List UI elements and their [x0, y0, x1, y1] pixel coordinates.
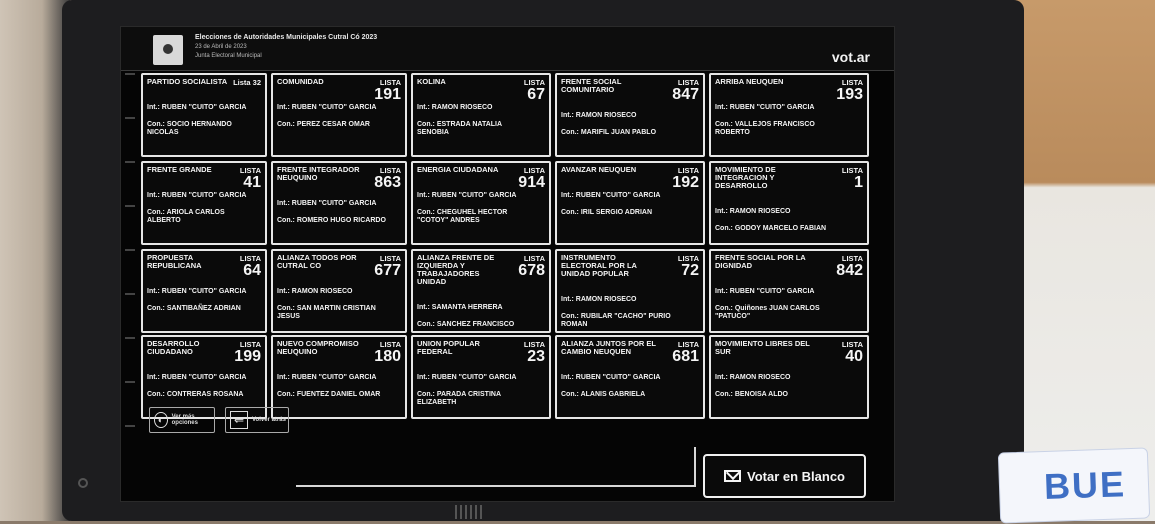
- party-name: COMUNIDAD: [277, 77, 324, 86]
- council-candidate: Con.: SOCIO HERNANDO NICOLAS: [147, 121, 232, 136]
- election-logo-icon: [153, 35, 183, 65]
- party-card[interactable]: [141, 73, 267, 157]
- party-card[interactable]: [141, 249, 267, 333]
- list-number-box: [672, 166, 699, 190]
- list-number: 41: [243, 174, 261, 191]
- party-name: MOVIMIENTO LIBRES DEL SUR: [715, 339, 810, 356]
- party-name: PROPUESTA REPUBLICANA: [147, 253, 202, 270]
- party-name: FRENTE INTEGRADOR NEUQUINO: [277, 165, 360, 182]
- mayor-candidate: Int.: RUBEN "CUITO" GARCIA: [561, 374, 661, 381]
- list-number: 72: [681, 262, 699, 279]
- mayor-candidate: Int.: RUBEN "CUITO" GARCIA: [147, 192, 247, 199]
- party-card[interactable]: [271, 73, 407, 157]
- list-word: LISTA: [379, 254, 401, 263]
- list-number-box: [672, 340, 699, 364]
- mayor-candidate: Int.: RUBEN "CUITO" GARCIA: [147, 374, 247, 381]
- council-candidate: Con.: Quiñones JUAN CARLOS "PATUCO": [715, 305, 820, 320]
- list-number-box: [518, 254, 545, 278]
- list-number: 180: [374, 348, 401, 365]
- party-card[interactable]: [555, 161, 705, 245]
- party-card[interactable]: [271, 249, 407, 333]
- mayor-candidate: Int.: RUBEN "CUITO" GARCIA: [417, 374, 517, 381]
- list-number-box: [524, 340, 545, 364]
- council-candidate: Con.: FUENTEZ DANIEL OMAR: [277, 391, 381, 398]
- party-card[interactable]: [411, 73, 551, 157]
- arrow-left-icon: ⇐: [230, 411, 248, 429]
- list-number-box: [842, 166, 863, 190]
- list-number: 842: [836, 262, 863, 279]
- list-number-box: [836, 78, 863, 102]
- party-name: FRENTE GRANDE: [147, 165, 212, 174]
- blank-vote-label: Votar en Blanco: [746, 468, 845, 484]
- party-name: NUEVO COMPROMISO NEUQUINO: [277, 339, 359, 356]
- list-number: 847: [672, 86, 699, 103]
- list-word: LISTA: [379, 340, 401, 349]
- bue-card-label: BUE: [1043, 463, 1127, 508]
- list-word: LISTA: [523, 78, 545, 87]
- list-number: Lista 32: [233, 78, 261, 87]
- party-name: AVANZAR NEUQUEN: [561, 165, 637, 174]
- list-word: LISTA: [841, 166, 863, 175]
- council-candidate: Con.: CONTRERAS ROSANA: [147, 391, 244, 398]
- mayor-candidate: Int.: RUBEN "CUITO" GARCIA: [277, 104, 377, 111]
- power-button-icon[interactable]: [78, 478, 88, 488]
- list-number: 1: [854, 174, 863, 191]
- list-number: 193: [836, 86, 863, 103]
- background-left: [0, 0, 70, 521]
- party-card[interactable]: [271, 335, 407, 419]
- list-number: 678: [518, 262, 545, 279]
- list-word: LISTA: [523, 254, 545, 263]
- list-word: LISTA: [379, 166, 401, 175]
- list-word: LISTA: [841, 254, 863, 263]
- council-candidate: Con.: ESTRADA NATALIA SENOBIA: [417, 121, 502, 136]
- council-candidate: Con.: ARIOLA CARLOS ALBERTO: [147, 209, 225, 224]
- list-number: 914: [518, 174, 545, 191]
- election-title: Elecciones de Autoridades Municipales Cutral Có 2023: [195, 34, 378, 41]
- party-card[interactable]: [411, 335, 551, 419]
- list-word: LISTA: [239, 340, 261, 349]
- party-name: ALIANZA JUNTOS POR EL CAMBIO NEUQUEN: [561, 339, 656, 356]
- ballot-header: [121, 27, 894, 71]
- party-card[interactable]: [411, 161, 551, 245]
- list-number-box: [234, 340, 261, 364]
- party-card[interactable]: [709, 249, 869, 333]
- council-candidate: Con.: BENOISA ALDO: [715, 391, 788, 398]
- mayor-candidate: Int.: RAMON RIOSECO: [561, 112, 637, 119]
- mayor-candidate: Int.: RUBEN "CUITO" GARCIA: [147, 104, 247, 111]
- mayor-candidate: Int.: RUBEN "CUITO" GARCIA: [715, 104, 815, 111]
- mayor-candidate: Int.: RAMON RIOSECO: [277, 288, 353, 295]
- party-card[interactable]: [709, 161, 869, 245]
- list-word: LISTA: [523, 166, 545, 175]
- list-word: LISTA: [379, 78, 401, 87]
- list-number-box: [842, 340, 863, 364]
- list-number-box: [524, 78, 545, 102]
- party-name: ARRIBA NEUQUEN: [715, 77, 784, 86]
- blank-vote-button[interactable]: [703, 454, 866, 498]
- mayor-candidate: Int.: RUBEN "CUITO" GARCIA: [417, 192, 517, 199]
- party-name: ENERGIA CIUDADANA: [417, 165, 499, 174]
- council-candidate: Con.: MARIFIL JUAN PABLO: [561, 129, 657, 136]
- more-options-button[interactable]: [149, 407, 215, 433]
- council-candidate: Con.: ROMERO HUGO RICARDO: [277, 217, 386, 224]
- list-number: 40: [845, 348, 863, 365]
- mayor-candidate: Int.: RUBEN "CUITO" GARCIA: [561, 192, 661, 199]
- mayor-candidate: Int.: SAMANTA HERRERA: [417, 304, 503, 311]
- list-number-box: [374, 340, 401, 364]
- list-word: LISTA: [841, 78, 863, 87]
- party-grid: [141, 73, 891, 448]
- party-card[interactable]: [555, 249, 705, 333]
- council-candidate: Con.: IRIL SERGIO ADRIAN: [561, 209, 652, 216]
- list-number-box: [518, 166, 545, 190]
- ballot-screen: [120, 26, 895, 502]
- council-candidate: Con.: SAN MARTIN CRISTIAN JESUS: [277, 305, 376, 320]
- list-number-box: [240, 254, 261, 278]
- list-word: LISTA: [239, 166, 261, 175]
- brand-logo: vot.ar: [831, 49, 870, 65]
- list-word: LISTA: [523, 340, 545, 349]
- party-card[interactable]: [555, 73, 705, 157]
- mayor-candidate: Int.: RUBEN "CUITO" GARCIA: [277, 374, 377, 381]
- more-options-label: Ver más opciones: [171, 414, 198, 426]
- party-card[interactable]: [141, 161, 267, 245]
- mayor-candidate: Int.: RUBEN "CUITO" GARCIA: [277, 200, 377, 207]
- list-word: LISTA: [677, 254, 699, 263]
- party-name: ALIANZA FRENTE DE IZQUIERDA Y TRABAJADORES UNIDAD: [417, 253, 495, 286]
- mayor-candidate: Int.: RAMON RIOSECO: [715, 374, 791, 381]
- party-name: MOVIMIENTO DE INTEGRACION Y DESARROLLO: [715, 165, 776, 190]
- party-name: KOLINA: [417, 77, 446, 86]
- list-number: 23: [527, 348, 545, 365]
- list-word: LISTA: [677, 340, 699, 349]
- list-number-box: [374, 78, 401, 102]
- back-label: Volver atrás: [252, 417, 286, 423]
- list-number: 677: [374, 262, 401, 279]
- party-card[interactable]: [709, 73, 869, 157]
- list-number: 191: [374, 86, 401, 103]
- party-card[interactable]: [709, 335, 869, 419]
- list-number: 863: [374, 174, 401, 191]
- council-candidate: Con.: CHEGUHEL HECTOR "COTOY" ANDRES: [417, 209, 508, 224]
- party-name: PARTIDO SOCIALISTA: [147, 77, 228, 86]
- list-word: LISTA: [239, 254, 261, 263]
- party-name: UNION POPULAR FEDERAL: [417, 339, 480, 356]
- list-number-box: [233, 78, 261, 87]
- party-card[interactable]: [271, 161, 407, 245]
- list-number-box: [678, 254, 699, 278]
- list-number-box: [374, 166, 401, 190]
- list-number: 64: [243, 262, 261, 279]
- info-icon: ◐: [154, 412, 168, 428]
- council-candidate: Con.: RUBILAR "CACHO" PURIO ROMAN: [561, 313, 671, 328]
- mayor-candidate: Int.: RAMON RIOSECO: [715, 208, 791, 215]
- list-number: 192: [672, 174, 699, 191]
- party-name: DESARROLLO CIUDADANO: [147, 339, 200, 356]
- mayor-candidate: Int.: RAMON RIOSECO: [417, 104, 493, 111]
- electoral-board: Junta Electoral Municipal: [195, 53, 262, 59]
- list-number: 67: [527, 86, 545, 103]
- council-candidate: Con.: GODOY MARCELO FABIAN: [715, 225, 827, 232]
- bottom-frame: [296, 447, 696, 487]
- list-number: 199: [234, 348, 261, 365]
- election-date: 23 de Abril de 2023: [195, 44, 247, 50]
- council-candidate: Con.: PEREZ CESAR OMAR: [277, 121, 370, 128]
- party-card[interactable]: [555, 335, 705, 419]
- back-button[interactable]: [225, 407, 289, 433]
- council-candidate: Con.: SANCHEZ FRANCISCO: [417, 321, 515, 328]
- mayor-candidate: Int.: RUBEN "CUITO" GARCIA: [147, 288, 247, 295]
- list-number-box: [240, 166, 261, 190]
- speaker-grill: [455, 505, 485, 519]
- list-word: LISTA: [677, 78, 699, 87]
- bue-card: [998, 447, 1150, 523]
- council-candidate: Con.: PARADA CRISTINA ELIZABETH: [417, 391, 501, 406]
- list-number-box: [672, 78, 699, 102]
- mayor-candidate: Int.: RUBEN "CUITO" GARCIA: [715, 288, 815, 295]
- party-name: INSTRUMENTO ELECTORAL POR LA UNIDAD POPULAR: [561, 253, 637, 278]
- list-word: LISTA: [841, 340, 863, 349]
- list-number-box: [836, 254, 863, 278]
- party-name: ALIANZA TODOS POR CUTRAL CO: [277, 253, 357, 270]
- council-candidate: Con.: ALANIS GABRIELA: [561, 391, 646, 398]
- party-card[interactable]: [411, 249, 551, 333]
- list-number: 681: [672, 348, 699, 365]
- council-candidate: Con.: VALLEJOS FRANCISCO ROBERTO: [715, 121, 815, 136]
- list-number-box: [374, 254, 401, 278]
- council-candidate: Con.: SANTIBAÑEZ ADRIAN: [147, 305, 241, 312]
- party-name: FRENTE SOCIAL POR LA DIGNIDAD: [715, 253, 806, 270]
- list-word: LISTA: [677, 166, 699, 175]
- envelope-icon: [724, 470, 741, 482]
- side-index-marks: [125, 73, 135, 443]
- party-name: FRENTE SOCIAL COMUNITARIO: [561, 77, 622, 94]
- mayor-candidate: Int.: RAMON RIOSECO: [561, 296, 637, 303]
